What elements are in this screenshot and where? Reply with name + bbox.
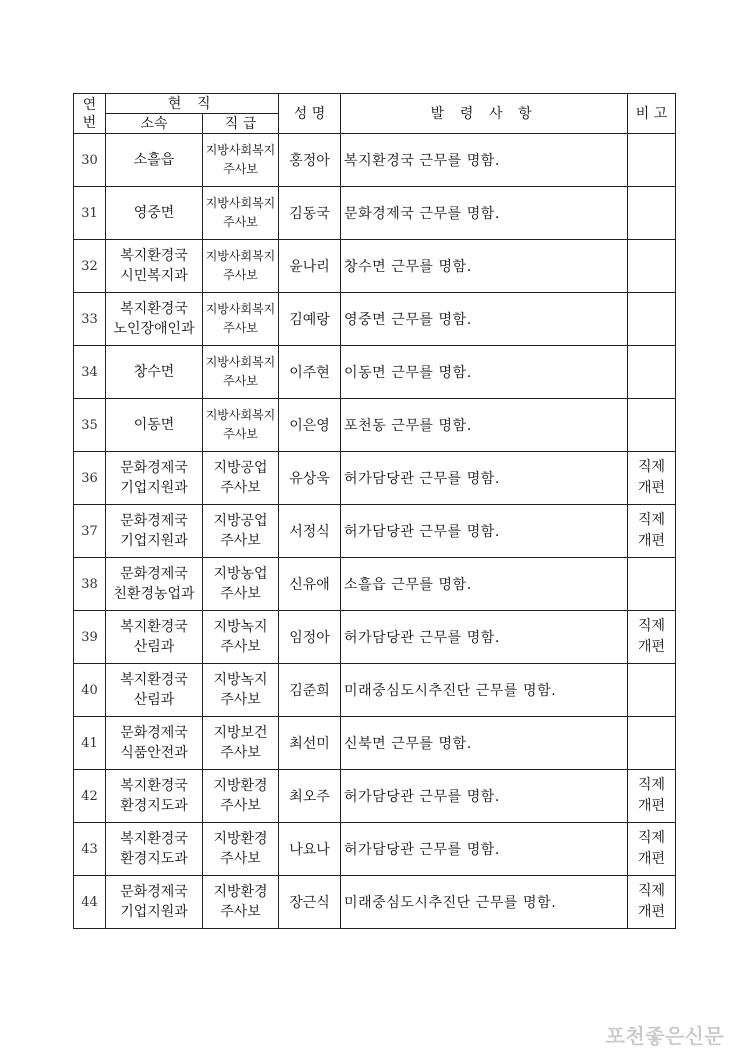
note-cell [628, 452, 676, 505]
order-cell: 미래중심도시추진단 근무를 명함. [341, 664, 628, 717]
grade-line: 주사보 [220, 639, 261, 655]
department-line: 복지환경국 [120, 672, 188, 688]
department-line: 산림과 [133, 692, 175, 708]
grade-line: 지방농업 [213, 566, 268, 582]
grade-cell [203, 293, 279, 346]
department-line: 창수면 [133, 364, 175, 380]
note-cell [628, 399, 676, 452]
serial-number-cell: 43 [74, 823, 106, 876]
department-line: 환경지도과 [120, 851, 188, 867]
grade-cell [203, 664, 279, 717]
grade-line: 주사보 [223, 162, 258, 176]
grade-line: 지방환경 [213, 778, 268, 794]
serial-number-cell: 40 [74, 664, 106, 717]
department-line: 문화경제국 [120, 884, 188, 900]
department-line: 문화경제국 [120, 460, 188, 476]
order-cell: 문화경제국 근무를 명함. [341, 187, 628, 240]
note-line: 개편 [637, 639, 666, 655]
serial-number-cell: 32 [74, 240, 106, 293]
header-serial-bottom: 번 [82, 114, 97, 131]
note-line: 개편 [637, 798, 666, 814]
grade-cell [203, 770, 279, 823]
note-cell [628, 346, 676, 399]
name-cell: 유상욱 [279, 452, 341, 505]
note-line: 직제 [637, 777, 666, 793]
note-cell [628, 505, 676, 558]
name-cell: 김준희 [279, 664, 341, 717]
note-cell [628, 770, 676, 823]
department-line: 문화경제국 [120, 513, 188, 529]
department-line: 이동면 [133, 417, 175, 433]
department-line: 문화경제국 [120, 725, 188, 741]
publisher-watermark: 포천좋은신문 [605, 1024, 724, 1048]
department-line: 기업지원과 [120, 533, 188, 549]
grade-line: 주사보 [220, 904, 261, 920]
order-cell: 허가담당관 근무를 명함. [341, 452, 628, 505]
header-serial-number [74, 94, 106, 134]
header-name: 성 명 [279, 94, 341, 134]
note-cell [628, 240, 676, 293]
department-cell [106, 770, 203, 823]
order-cell: 포천동 근무를 명함. [341, 399, 628, 452]
grade-line: 주사보 [220, 533, 261, 549]
grade-line: 지방녹지 [213, 672, 268, 688]
order-cell: 허가담당관 근무를 명함. [341, 505, 628, 558]
table-row [74, 558, 676, 611]
department-line: 기업지원과 [120, 480, 188, 496]
order-cell: 신북면 근무를 명함. [341, 717, 628, 770]
department-line: 문화경제국 [120, 566, 188, 582]
department-line: 식품안전과 [120, 745, 188, 761]
grade-line: 지방환경 [213, 884, 268, 900]
name-cell: 홍정아 [279, 134, 341, 187]
grade-line: 주사보 [223, 374, 258, 388]
grade-line: 주사보 [223, 268, 258, 282]
grade-line: 지방사회복지 [205, 408, 276, 422]
serial-number-cell: 39 [74, 611, 106, 664]
name-cell: 서정식 [279, 505, 341, 558]
table-body [74, 134, 676, 929]
department-line: 환경지도과 [120, 798, 188, 814]
department-cell [106, 558, 203, 611]
department-cell [106, 611, 203, 664]
header-serial-top: 연 [82, 96, 97, 113]
serial-number-cell: 33 [74, 293, 106, 346]
note-cell [628, 823, 676, 876]
grade-line: 주사보 [220, 798, 261, 814]
order-cell: 허가담당관 근무를 명함. [341, 611, 628, 664]
department-line: 노인장애인과 [113, 321, 195, 337]
serial-number-cell: 44 [74, 876, 106, 929]
order-cell: 영중면 근무를 명함. [341, 293, 628, 346]
serial-number-cell: 41 [74, 717, 106, 770]
grade-cell [203, 611, 279, 664]
table-row [74, 823, 676, 876]
department-line: 기업지원과 [120, 904, 188, 920]
department-cell [106, 399, 203, 452]
grade-line: 지방사회복지 [205, 196, 276, 210]
note-cell [628, 611, 676, 664]
order-cell: 허가담당관 근무를 명함. [341, 770, 628, 823]
order-cell: 미래중심도시추진단 근무를 명함. [341, 876, 628, 929]
table-row [74, 876, 676, 929]
department-cell [106, 664, 203, 717]
grade-line: 주사보 [220, 745, 261, 761]
note-cell [628, 558, 676, 611]
department-cell [106, 452, 203, 505]
department-cell [106, 187, 203, 240]
table-row [74, 505, 676, 558]
serial-number-cell: 38 [74, 558, 106, 611]
serial-number-cell: 31 [74, 187, 106, 240]
table-row [74, 187, 676, 240]
note-cell [628, 134, 676, 187]
table-row [74, 134, 676, 187]
department-cell [106, 717, 203, 770]
grade-cell [203, 823, 279, 876]
serial-number-cell: 35 [74, 399, 106, 452]
grade-line: 지방환경 [213, 831, 268, 847]
grade-line: 지방공업 [213, 513, 268, 529]
grade-line: 지방사회복지 [205, 249, 276, 263]
table-row [74, 664, 676, 717]
department-cell [106, 823, 203, 876]
note-line: 직제 [637, 459, 666, 475]
department-line: 시민복지과 [120, 268, 188, 284]
grade-line: 주사보 [223, 215, 258, 229]
grade-line: 지방사회복지 [205, 143, 276, 157]
serial-number-cell: 34 [74, 346, 106, 399]
department-line: 복지환경국 [120, 778, 188, 794]
department-cell [106, 240, 203, 293]
note-cell [628, 876, 676, 929]
grade-line: 주사보 [220, 480, 261, 496]
department-line: 복지환경국 [120, 831, 188, 847]
table-row [74, 293, 676, 346]
department-line: 소흘읍 [133, 152, 175, 168]
department-cell [106, 505, 203, 558]
note-line: 직제 [637, 883, 666, 899]
grade-cell [203, 134, 279, 187]
serial-number-cell: 36 [74, 452, 106, 505]
personnel-order-table [73, 93, 676, 929]
grade-line: 주사보 [223, 321, 258, 335]
order-cell: 소흘읍 근무를 명함. [341, 558, 628, 611]
table-row [74, 611, 676, 664]
department-line: 친환경농업과 [113, 586, 195, 602]
name-cell: 나요나 [279, 823, 341, 876]
order-cell: 창수면 근무를 명함. [341, 240, 628, 293]
note-cell [628, 187, 676, 240]
header-grade: 직 급 [203, 114, 279, 134]
name-cell: 최오주 [279, 770, 341, 823]
grade-cell [203, 558, 279, 611]
department-cell [106, 876, 203, 929]
department-cell [106, 134, 203, 187]
grade-line: 주사보 [220, 692, 261, 708]
name-cell: 윤나리 [279, 240, 341, 293]
name-cell: 김동국 [279, 187, 341, 240]
grade-line: 지방녹지 [213, 619, 268, 635]
grade-line: 지방공업 [213, 460, 268, 476]
order-cell: 허가담당관 근무를 명함. [341, 823, 628, 876]
grade-cell [203, 452, 279, 505]
serial-number-cell: 37 [74, 505, 106, 558]
name-cell: 이은영 [279, 399, 341, 452]
department-cell [106, 346, 203, 399]
table-row [74, 452, 676, 505]
header-current-position: 현 직 [106, 94, 279, 114]
name-cell: 이주현 [279, 346, 341, 399]
note-cell [628, 717, 676, 770]
note-line: 개편 [637, 851, 666, 867]
note-line: 직제 [637, 830, 666, 846]
grade-cell [203, 505, 279, 558]
department-cell [106, 293, 203, 346]
grade-cell [203, 399, 279, 452]
grade-cell [203, 240, 279, 293]
department-line: 복지환경국 [120, 301, 188, 317]
grade-line: 지방사회복지 [205, 302, 276, 316]
grade-line: 지방보건 [213, 725, 268, 741]
note-line: 개편 [637, 533, 666, 549]
serial-number-cell: 42 [74, 770, 106, 823]
grade-cell [203, 717, 279, 770]
grade-line: 주사보 [223, 427, 258, 441]
header-note: 비 고 [628, 94, 676, 134]
note-cell [628, 293, 676, 346]
order-cell: 복지환경국 근무를 명함. [341, 134, 628, 187]
name-cell: 임정아 [279, 611, 341, 664]
note-line: 개편 [637, 904, 666, 920]
name-cell: 최선미 [279, 717, 341, 770]
header-department: 소속 [106, 114, 203, 134]
department-line: 산림과 [133, 639, 175, 655]
table-row [74, 399, 676, 452]
name-cell: 김예랑 [279, 293, 341, 346]
table-row [74, 770, 676, 823]
table-row [74, 717, 676, 770]
name-cell: 신유애 [279, 558, 341, 611]
grade-cell [203, 187, 279, 240]
order-cell: 이동면 근무를 명함. [341, 346, 628, 399]
note-line: 직제 [637, 618, 666, 634]
grade-line: 주사보 [220, 851, 261, 867]
note-line: 개편 [637, 480, 666, 496]
grade-cell [203, 876, 279, 929]
grade-line: 지방사회복지 [205, 355, 276, 369]
grade-line: 주사보 [220, 586, 261, 602]
note-cell [628, 664, 676, 717]
header-order: 발 령 사 항 [341, 94, 628, 134]
table-row [74, 346, 676, 399]
department-line: 복지환경국 [120, 619, 188, 635]
department-line: 복지환경국 [120, 248, 188, 264]
table-row [74, 240, 676, 293]
department-line: 영중면 [133, 205, 175, 221]
note-line: 직제 [637, 512, 666, 528]
name-cell: 장근식 [279, 876, 341, 929]
serial-number-cell: 30 [74, 134, 106, 187]
grade-cell [203, 346, 279, 399]
